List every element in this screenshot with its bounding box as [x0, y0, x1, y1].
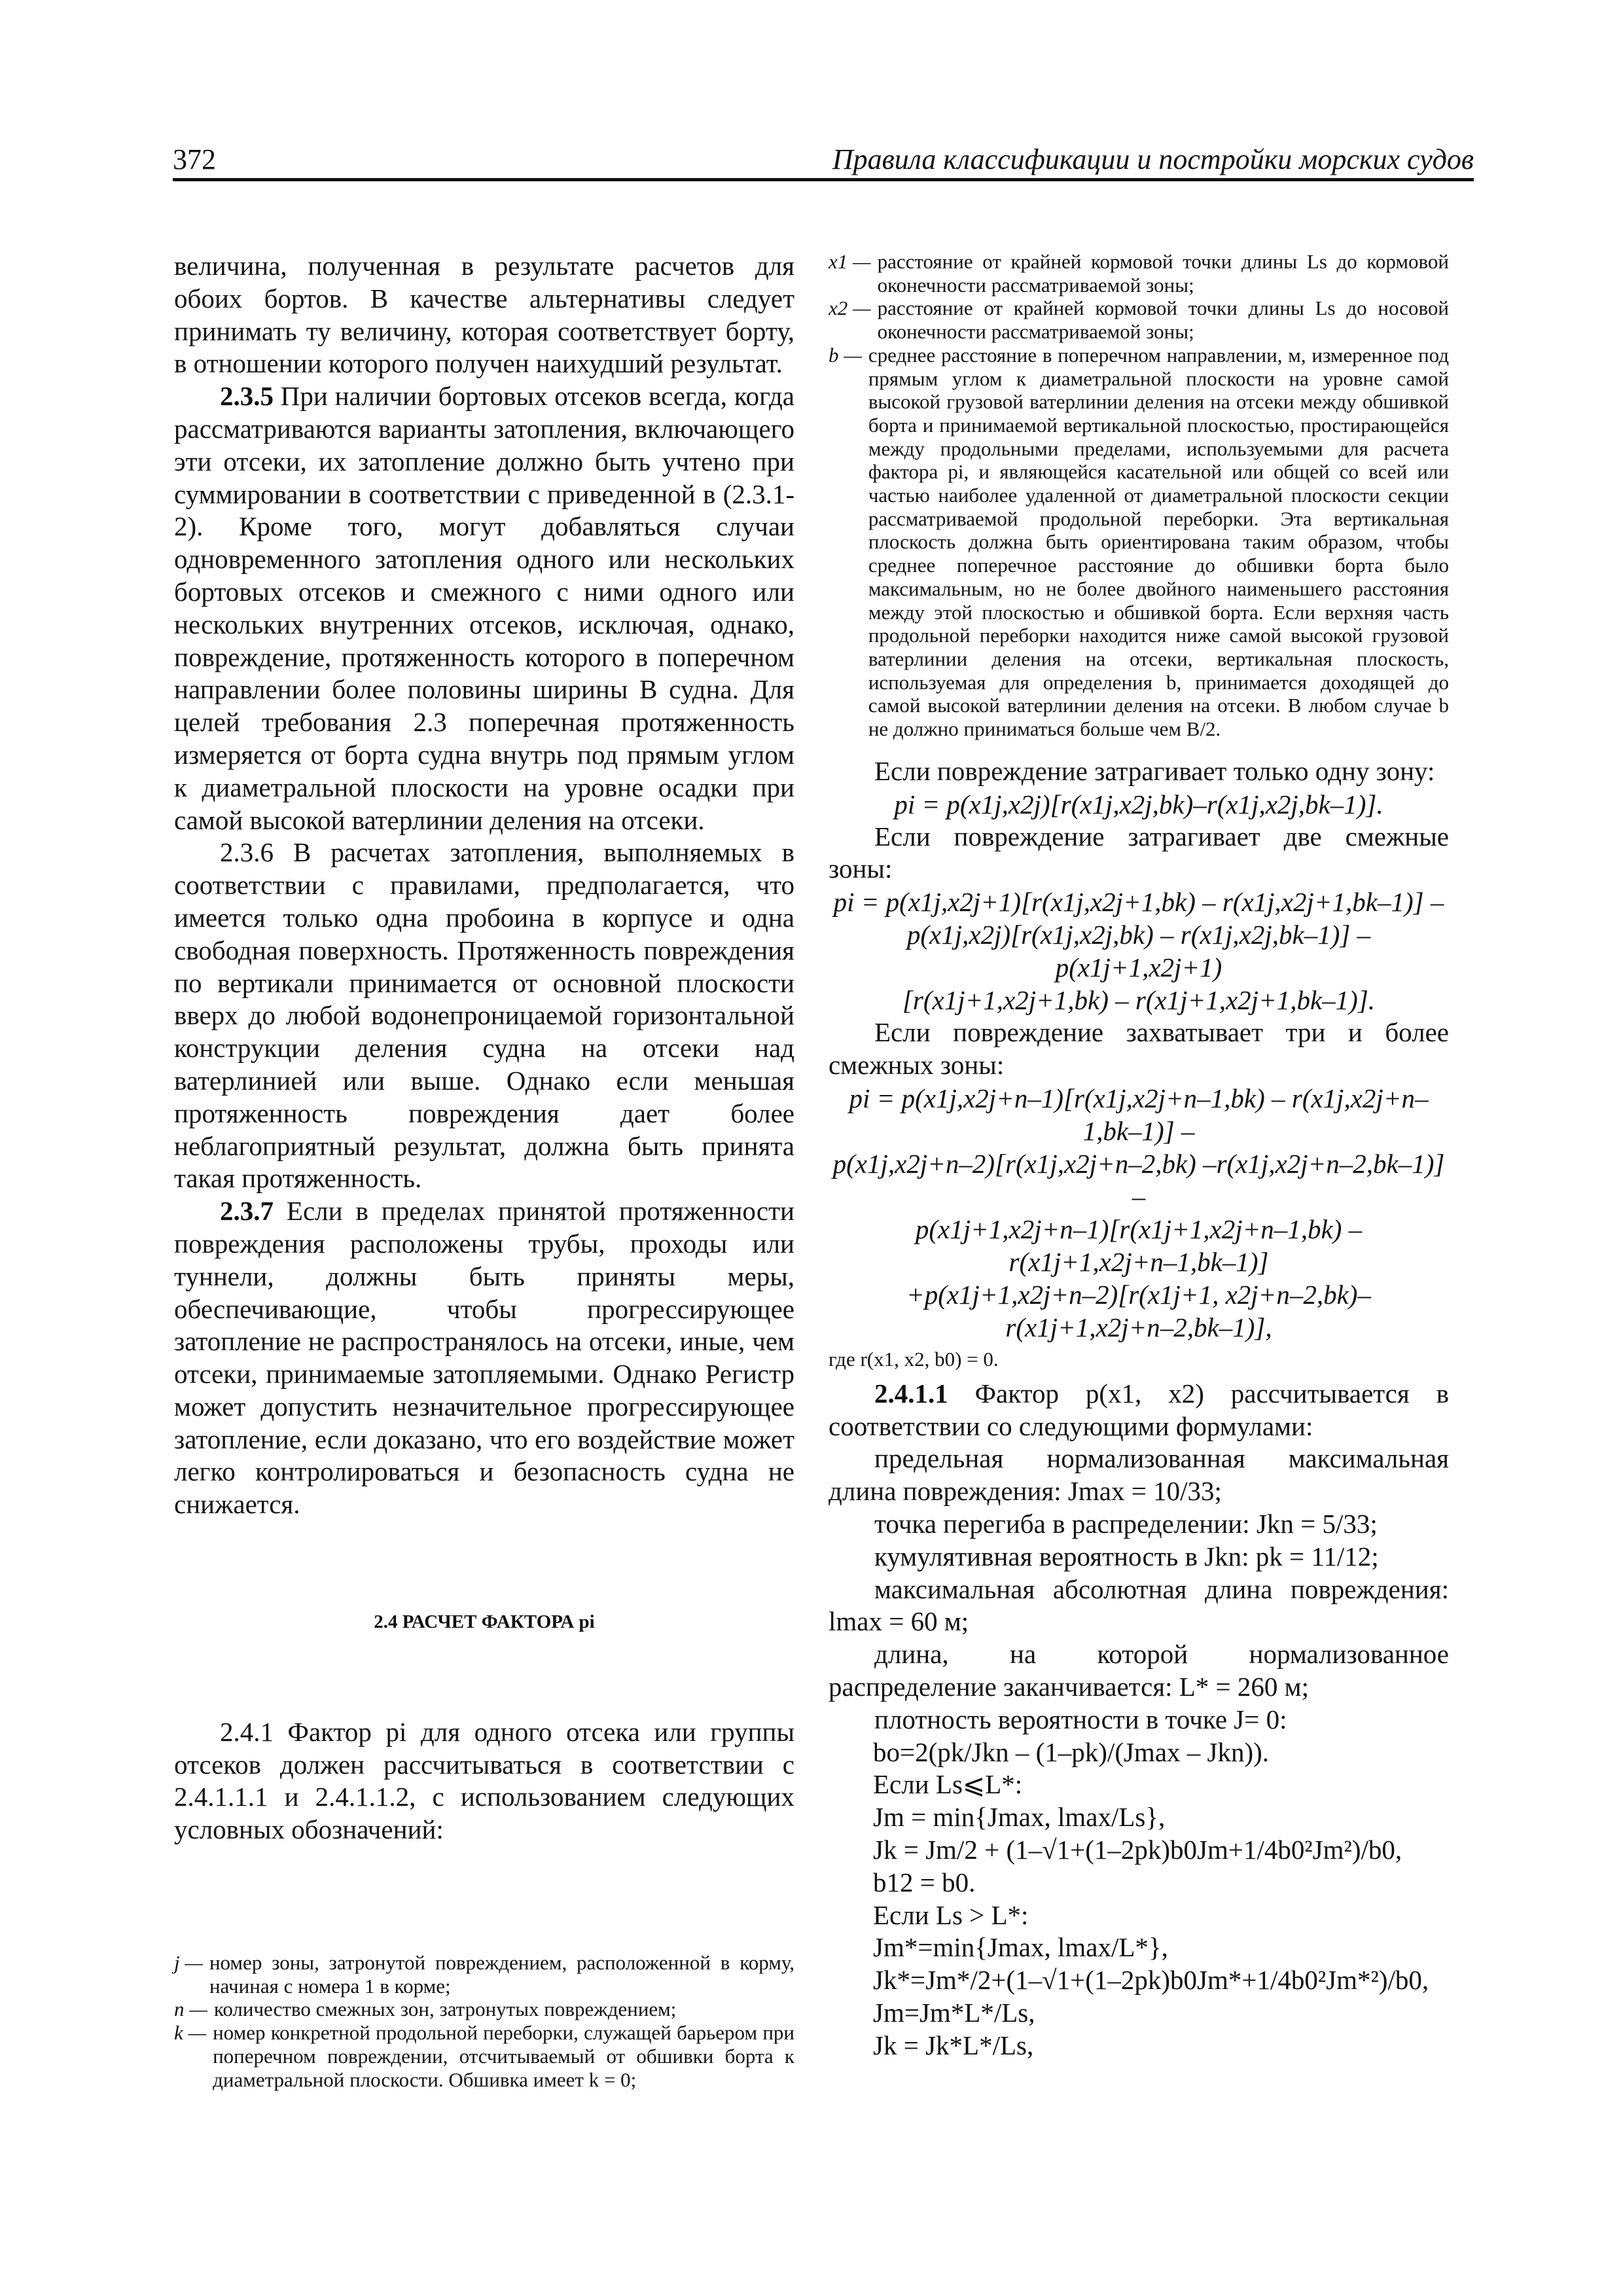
equation-three-zones-line: p(x1j,x2j+n–2)[r(x1j,x2j+n–2,bk) –r(x1j,x2j+n–2,bk–1)] –	[832, 1148, 1445, 1211]
param-jmax: предельная нормализованная максимальная длина повреждения: Jmax = 10/33;	[829, 1443, 1449, 1507]
definition-item	[829, 296, 1449, 343]
paragraph-2-4-1: 2.4.1 Фактор pi для одного отсека или группы отсеков должен рассчитываться в соответствии с 2.4.1.1.1 и 2.4.1.1.2, с использованием следующих условных обозначений:	[174, 1716, 794, 1845]
formula-jk-star: Jk*=Jm*/2+(1–√1+(1–2pk)b0Jm*+1/4b0²Jm*²)/b0,	[873, 1965, 1429, 1996]
formula-jk-scaled: Jk = Jk*L*/Ls,	[873, 2030, 1034, 2060]
param-jkn: точка перегиба в распределении: Jkn = 5/33;	[874, 1508, 1378, 1539]
two-zones-text: Если повреждение затрагивает две смежные зоны:	[829, 821, 1449, 884]
definition-term: k —	[174, 2021, 207, 2045]
definition-term: x1 —	[829, 250, 871, 273]
definition-text: среднее расстояние в поперечном направлении, м, измеренное под прямым углом к диаметральной плоскости на уровне самой высокой грузовой ватерлинии деления на отсеки между обшивкой борта и принимаемой вертикальной плоскостью, простирающейся между продольными пределами, используемыми для расчета фактора pi, и являющейся касательной или общей со всей или частью наиболее удаленной от диаметральной плоскости секции рассматриваемой продольной переборки. Эта вертикальная плоскость должна быть ориентирована таким образом, чтобы среднее поперечное расстояние до обшивки борта было максимальным, но не более двойного наименьшего расстояния между этой плоскостью и обшивкой борта. Если верхняя часть продольной переборки находится ниже самой высокой грузовой ватерлинии деления на отсеки, вертикальная плоскость, используемая для определения b, принимается доходящей до самой высокой ватерлинии деления на отсеки. В любом случае b не должно приниматься больше чем B/2.	[868, 343, 1449, 741]
paragraph-2-4-1-1	[829, 1378, 1449, 1443]
where-note: где r(x1, x2, b0) = 0.	[829, 1347, 999, 1371]
param-lmax: максимальная абсолютная длина повреждения: lmax = 60 м;	[829, 1573, 1449, 1637]
paragraph-2-3-6: 2.3.6 В расчетах затопления, выполняемых в соответствии с правилами, предполагается, что имеется только одна пробоина в корпусе и одна свободная поверхность. Протяженность повреждения по вертикали принимается от основной плоскости вверх до любой водонепроницаемой горизонтальной конструкции деления судна на отсеки над ватерлинией или выше. Однако если меньшая протяженность повреждения дает более неблагоприятный результат, должна быть принята такая протяженность.	[174, 837, 794, 1194]
clause-text: При наличии бортовых отсеков всегда, когда рассматриваются варианты затопления, включающего эти отсеки, их затопление должно быть учтено при суммировании в соответствии с приведенной в (2.3.1-2). Кроме того, могут добавляться случаи одновременного затопления одного или нескольких бортовых отсеков и смежного с ними одного или нескольких внутренних отсеков, исключая, однако, повреждение, протяженность которого в поперечном направлении более половины ширины B судна. Для целей требования 2.3 поперечная протяженность измеряется от борта судна внутрь под прямым углом к диаметральной плоскости на уровне осадки при самой высокой ватерлинии деления на отсеки.	[174, 381, 794, 835]
formula-condition: Если Ls > L*:	[873, 1899, 1029, 1930]
definition-item	[829, 344, 1449, 741]
definition-item	[829, 250, 1449, 296]
clause-number: 2.3.7	[220, 1196, 274, 1227]
definition-text: расстояние от крайней кормовой точки длины Ls до кормовой оконечности рассматриваемой зоны;	[877, 250, 1449, 296]
formula-jm: Jm = min{Jmax, lmax/Ls},	[873, 1802, 1166, 1833]
definition-item	[174, 2021, 794, 2091]
formula-jk: Jk = Jm/2 + (1–√1+(1–2pk)b0Jm+1/4b0²Jm²)/b0,	[873, 1834, 1402, 1865]
definition-term: x2 —	[829, 296, 871, 320]
equation-three-zones-line: pi = p(x1j,x2j+n–1)[r(x1j,x2j+n–1,bk) – r(x1j,x2j+n–1,bk–1)] –	[849, 1083, 1429, 1146]
equation-one-zone: pi = p(x1j,x2j)[r(x1j,x2j,bk)–r(x1j,x2j,bk–1)].	[894, 789, 1383, 819]
equation-two-zones-line: p(x1j,x2j)[r(x1j,x2j,bk) – r(x1j,x2j,bk–1)] – p(x1j+1,x2j+1)	[906, 920, 1371, 983]
equation-three-zones-line: p(x1j+1,x2j+n–1)[r(x1j+1,x2j+n–1,bk) – r(x1j+1,x2j+n–1,bk–1)]	[915, 1213, 1363, 1277]
definition-text: расстояние от крайней кормовой точки длины Ls до носовой оконечности рассматриваемой зоны;	[877, 296, 1449, 344]
definition-term: j —	[174, 1951, 203, 1975]
paragraph-2-3-5	[174, 380, 794, 836]
definition-text: номер зоны, затронутой повреждением, расположенной в корму, начиная с номера 1 в корме;	[209, 1951, 794, 1998]
equation-two-zones-line: pi = p(x1j,x2j+1)[r(x1j,x2j+1,bk) – r(x1j,x2j+1,bk–1)] –	[833, 887, 1444, 918]
clause-number: 2.3.5	[220, 381, 274, 412]
header-rule	[173, 178, 1474, 181]
paragraph-continuation: величина, полученная в результате расчетов для обоих бортов. В качестве альтернативы следует принимать ту величину, которая соответствует борту, в отношении которого получен наихудший результат.	[174, 251, 794, 379]
paragraph-2-3-7	[174, 1195, 794, 1521]
page-number: 372	[173, 143, 216, 175]
right-column	[829, 250, 1449, 2062]
equation-two-zones-line: [r(x1j+1,x2j+1,bk) – r(x1j+1,x2j+1,bk–1)].	[902, 985, 1376, 1016]
equation-three-zones-line: +p(x1j+1,x2j+n–2)[r(x1j+1, x2j+n–2,bk)–r(x1j+1,x2j+n–2,bk–1)],	[906, 1279, 1371, 1342]
one-zone-text: Если повреждение затрагивает только одну зону:	[874, 755, 1435, 786]
definition-term: b —	[829, 343, 862, 367]
param-density: плотность вероятности в точке J= 0:	[874, 1704, 1287, 1734]
definition-term: n —	[174, 1998, 207, 2021]
definition-item	[174, 1998, 794, 2021]
formula-condition: Если Ls⩽L*:	[873, 1769, 1023, 1800]
definition-text: номер конкретной продольной переборки, служащей барьером при поперечном повреждении, отсчитываемый от обшивки борта к диаметральной плоскости. Обшивка имеет k = 0;	[213, 2021, 794, 2091]
definition-item	[174, 1951, 794, 1998]
left-column	[174, 250, 794, 2091]
formula-jm-star: Jm*=min{Jmax, lmax/L*},	[873, 1932, 1168, 1963]
clause-text: Если в пределах принятой протяженности повреждения расположены трубы, проходы или туннели, должны быть приняты меры, обеспечивающие, чтобы прогрессирующее затопление не распространялось на отсеки, иные, чем отсеки, принимаемые затопляемыми. Однако Регистр может допустить незначительное прогрессирующее затопление, если доказано, что его воздействие может легко контролироваться и безопасность судна не снижается.	[174, 1196, 794, 1520]
param-pk: кумулятивная вероятность в Jkn: pk = 11/12;	[874, 1541, 1379, 1571]
formula-bo: bo=2(pk/Jkn – (1–pk)/(Jmax – Jkn)).	[873, 1736, 1270, 1767]
section-heading: 2.4 РАСЧЕТ ФАКТОРА pi	[374, 1611, 595, 1633]
clause-text: Фактор p(x1, x2) рассчитывается в соответствии со следующими формулами:	[829, 1378, 1449, 1441]
running-title: Правила классификации и постройки морских судов	[832, 143, 1474, 175]
definitions-list	[829, 250, 1449, 741]
definition-text: количество смежных зон, затронутых повреждением;	[213, 1998, 677, 2021]
formula-b12: b12 = b0.	[873, 1867, 976, 1897]
definitions-list	[174, 1951, 794, 2091]
param-lstar: длина, на которой нормализованное распределение заканчивается: L* = 260 м;	[829, 1639, 1449, 1702]
formula-jm-scaled: Jm=Jm*L*/Ls,	[873, 1997, 1035, 2028]
three-zones-text: Если повреждение захватывает три и более смежных зоны:	[829, 1017, 1449, 1080]
clause-number: 2.4.1.1	[874, 1378, 948, 1408]
